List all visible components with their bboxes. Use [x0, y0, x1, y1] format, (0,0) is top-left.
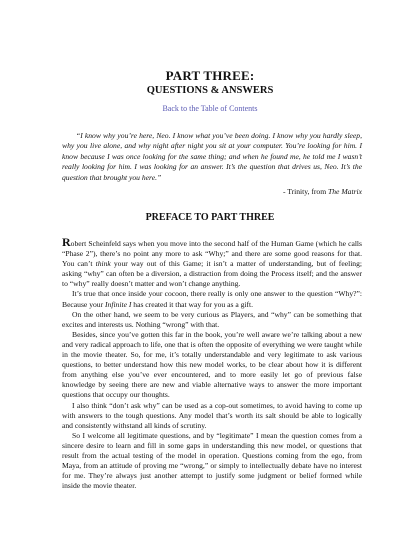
paragraph-1-part-a: obert Scheinfeld says when you move into the second half of the Human Game (which he calls “Phase 2”), there’s no point any more to ask “Why;” and there are some good reasons for that. You can’t [62, 239, 362, 269]
paragraph-2-part-b: has created it that way for you as a gift. [131, 299, 254, 309]
epigraph-quote: “I know why you’re here, Neo. I know what you’ve been doing. I know why you hardly sleep, why you live alone, and why night after night you sit at your computer. You’re looking for him. I know because I was once looking for the same thing; and when he found me, he told me I wasn’t really looking for him. I was looking for an answer. It’s the question that drives us, Neo. It’s the question that brought you here.” [62, 131, 362, 182]
attribution-prefix: - Trinity, from [282, 187, 329, 196]
paragraph-4: Besides, since you’ve gotten this far in the book, you’re well aware we’re talking about a new and very radical approach to life, one that is often the opposite of everything we were taught while in the movie theater. So, for me, it’s totally understandable and very legitimate to ask various questions, to better understand how this new model works, to be clear about how it is different from anything else you’ve ever encountered, and to more easily let go of previous false knowledge by seeing there are new and viable alternative ways to answer the more important questions that occupy our thoughts. [62, 329, 362, 400]
paragraph-6: So I welcome all legitimate questions, and by “legitimate” I mean the question comes from a sincere desire to learn and fill in some gaps in understanding this new model, or questions that result from the actual testing of the model in operation. Questions coming from the ego, from Maya, from an attitude of proving me “wrong,” or simply to intellectually debate have no interest for me. They’re always just another attempt to justify some judgment or belief formed while inside the movie theater. [62, 430, 362, 491]
part-subtitle: QUESTIONS & ANSWERS [146, 85, 274, 96]
paragraph-3: On the other hand, we seem to be very curious as Players, and “why” can be something that excites and interests us. Nothing “wrong” with that. [62, 309, 362, 329]
attribution-source: The Matrix [328, 187, 362, 196]
paragraph-2-emphasis: Infinite I [105, 299, 132, 309]
drop-cap: R [62, 235, 71, 249]
paragraph-1-part-b: your way out of this Game; it isn’t a matter of understanding, but of feeling; asking “why” can often be a diversion, a distraction from doing the Process itself; and the answer to “why” really doesn’t matter and won’t change anything. [62, 259, 363, 289]
paragraph-1-emphasis: think [95, 259, 111, 269]
quote-attribution [283, 187, 362, 196]
paragraph-2-part-a: It’s true that once inside your cocoon, there really is only one answer to the question “Why?”: Because your [62, 289, 362, 309]
back-to-toc-link[interactable]: Back to the Table of Contents [162, 104, 258, 113]
paragraph-5: I also think “don’t ask why” can be used as a cop-out sometimes, to avoid having to come up with answers to the tough questions. Any model that’s worth its salt should be able to logically and consistently withstand all kinds of scrutiny. [62, 400, 362, 430]
body-text [62, 235, 363, 491]
paragraph-1 [62, 235, 363, 289]
part-title: PART THREE: [165, 68, 255, 83]
paragraph-2 [62, 289, 362, 309]
section-title: PREFACE TO PART THREE [145, 212, 275, 223]
